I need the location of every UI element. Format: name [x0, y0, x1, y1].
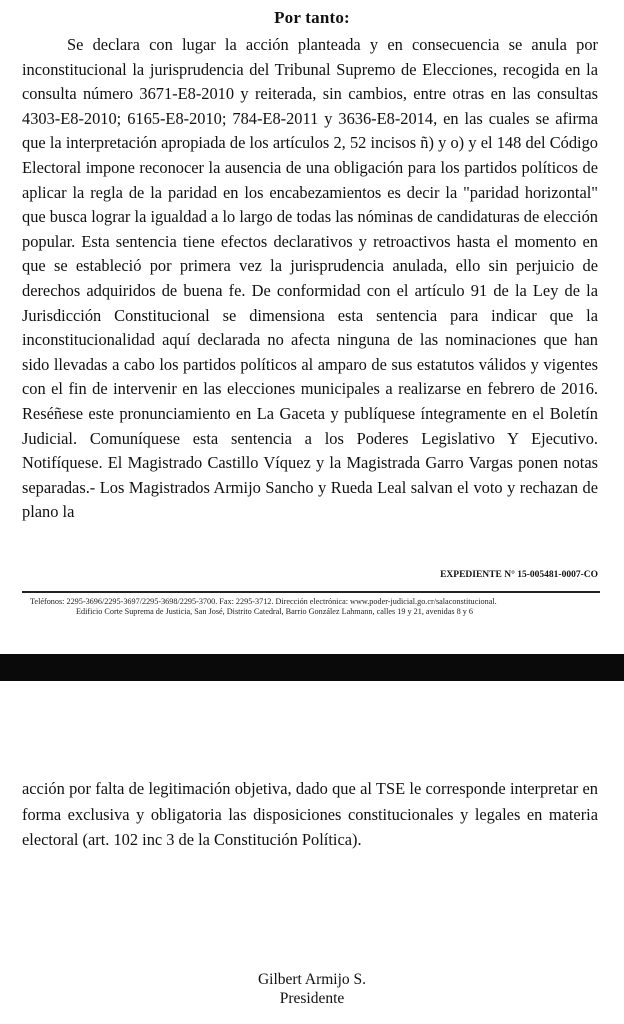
page-separator — [0, 654, 624, 681]
document-page-2 — [0, 681, 624, 1024]
signature-block — [0, 970, 624, 1008]
footer-address: Edificio Corte Suprema de Justicia, San José, Distrito Catedral, Barrio González Lahmann, calles 19 y 21, avenidas 8 y 6 — [76, 607, 473, 616]
resolution-paragraph: Se declara con lugar la acción planteada y en consecuencia se anula por inconstitucional la jurisprudencia del Tribunal Supremo de Elecciones, recogida en la consulta número 3671-E8-2010 y reiterada, sin cambios, entre otras en las consultas 4303-E8-2010; 6165-E8-2010; 784-E8-2011 y 3636-E8-2014, en las cuales se afirma que la interpretación apropiada de los artículos 2, 52 incisos ñ) y o) y el 148 del Código Electoral impone reconocer la ausencia de una obligación para los partidos políticos de aplicar la regla de la paridad en los encabezamientos es decir la "paridad horizontal" que busca lograr la igualdad a lo largo de todas las nóminas de candidaturas de elección popular. Esta sentencia tiene efectos declarativos y retroactivos hasta el momento en que se estableció por primera vez la jurisprudencia anulada, ello sin perjuicio de derechos adquiridos de buena fe. De conformidad con el artículo 91 de la Ley de la Jurisdicción Constitucional se dimensiona esta sentencia para indicar que la inconstitucionalidad aquí declarada no afecta ninguna de las nominaciones que han sido llevadas a cabo los partidos políticos al amparo de sus estatutos válidos y vigentes con el fin de intervenir en las elecciones municipales a realizarse en febrero de 2016. Reséñese este pronunciamiento en La Gaceta y publíquese íntegramente en el Boletín Judicial. Comuníquese esta sentencia a los Poderes Legislativo Y Ejecutivo. Notifíquese. El Magistrado Castillo Víquez y la Magistrada Garro Vargas ponen notas separadas.- Los Magistrados Armijo Sancho y Rueda Leal salvan el voto y rechazan de plano la — [22, 35, 598, 522]
footer-contact: Teléfonos: 2295-3696/2295-3697/2295-3698/2295-3700. Fax: 2295-3712. Dirección electrónica: www.poder-judicial.go.cr/salaconstitucional. — [30, 597, 497, 606]
footer-divider — [22, 591, 600, 593]
section-heading: Por tanto: — [274, 8, 350, 27]
case-number: EXPEDIENTE N° 15-005481-0007-CO — [440, 570, 598, 580]
signatory-title: Presidente — [279, 990, 345, 1007]
continuation-paragraph: acción por falta de legitimación objetiva, dado que al TSE le corresponde interpretar en forma exclusiva y obligatoria las disposiciones constitucionales y legales en materia electoral (art. 102 inc 3 de la Constitución Política). — [22, 779, 598, 849]
signatory-name: Gilbert Armijo S. — [257, 971, 367, 988]
